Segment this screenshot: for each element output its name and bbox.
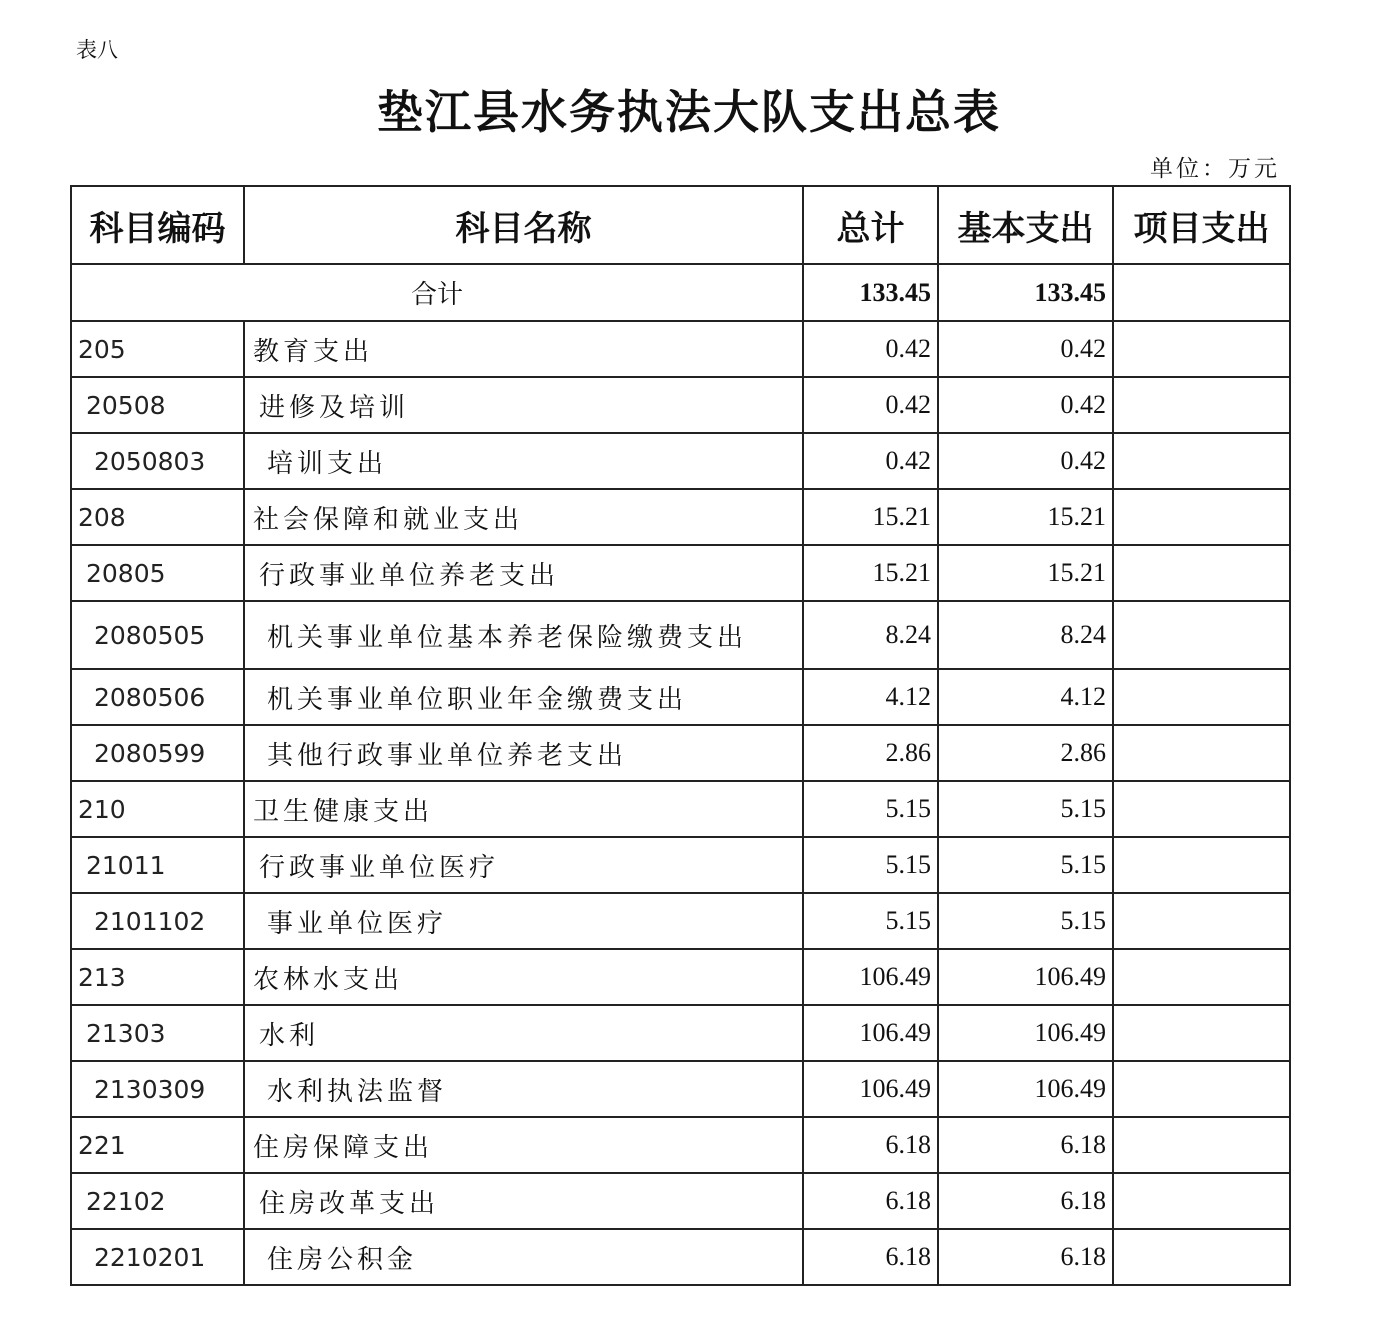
row-project [1113, 1229, 1290, 1285]
row-basic: 6.18 [938, 1229, 1113, 1285]
row-total: 5.15 [803, 837, 938, 893]
row-total: 0.42 [803, 433, 938, 489]
row-code: 221 [71, 1117, 244, 1173]
table-row [71, 489, 1290, 545]
row-project [1113, 433, 1290, 489]
row-code: 2080599 [71, 725, 244, 781]
row-name: 住房保障支出 [244, 1117, 803, 1173]
row-basic: 2.86 [938, 725, 1113, 781]
row-basic: 6.18 [938, 1173, 1113, 1229]
row-total: 15.21 [803, 489, 938, 545]
header-basic: 基本支出 [938, 186, 1113, 264]
row-code: 205 [71, 321, 244, 377]
row-basic: 0.42 [938, 433, 1113, 489]
row-project [1113, 545, 1290, 601]
row-code: 213 [71, 949, 244, 1005]
header-name: 科目名称 [244, 186, 803, 264]
row-name: 社会保障和就业支出 [244, 489, 803, 545]
row-code: 22102 [71, 1173, 244, 1229]
row-code: 208 [71, 489, 244, 545]
row-total: 8.24 [803, 601, 938, 669]
row-basic: 5.15 [938, 893, 1113, 949]
row-name: 培训支出 [244, 433, 803, 489]
row-name: 机关事业单位职业年金缴费支出 [244, 669, 803, 725]
header-project: 项目支出 [1113, 186, 1290, 264]
row-project [1113, 1005, 1290, 1061]
row-name: 住房公积金 [244, 1229, 803, 1285]
row-basic: 0.42 [938, 377, 1113, 433]
row-code: 21011 [71, 837, 244, 893]
table-row [71, 601, 1290, 669]
table-row [71, 321, 1290, 377]
row-total: 106.49 [803, 1061, 938, 1117]
row-project [1113, 601, 1290, 669]
row-basic: 106.49 [938, 1005, 1113, 1061]
row-total: 5.15 [803, 893, 938, 949]
header-total: 总计 [803, 186, 938, 264]
row-project [1113, 1173, 1290, 1229]
table-row [71, 1173, 1290, 1229]
table-row [71, 725, 1290, 781]
row-code: 2080505 [71, 601, 244, 669]
row-total: 15.21 [803, 545, 938, 601]
row-total: 4.12 [803, 669, 938, 725]
table-row [71, 377, 1290, 433]
row-basic: 5.15 [938, 837, 1113, 893]
row-total: 106.49 [803, 949, 938, 1005]
page-title: 垫江县水务执法大队支出总表 [377, 85, 1001, 139]
row-code: 210 [71, 781, 244, 837]
table-row [71, 545, 1290, 601]
row-project [1113, 377, 1290, 433]
row-name: 进修及培训 [244, 377, 803, 433]
table-row [71, 837, 1290, 893]
row-project [1113, 781, 1290, 837]
table-row [71, 781, 1290, 837]
row-name: 行政事业单位医疗 [244, 837, 803, 893]
row-code: 2210201 [71, 1229, 244, 1285]
row-total: 106.49 [803, 1005, 938, 1061]
row-total: 5.15 [803, 781, 938, 837]
row-code: 2050803 [71, 433, 244, 489]
row-name: 其他行政事业单位养老支出 [244, 725, 803, 781]
row-project [1113, 1061, 1290, 1117]
row-total: 6.18 [803, 1173, 938, 1229]
total-row [71, 264, 1290, 321]
row-name: 水利 [244, 1005, 803, 1061]
table-row [71, 1229, 1290, 1285]
row-project [1113, 1117, 1290, 1173]
row-total: 6.18 [803, 1117, 938, 1173]
expenditure-table [70, 185, 1291, 1286]
row-name: 教育支出 [244, 321, 803, 377]
row-code: 20508 [71, 377, 244, 433]
row-name: 机关事业单位基本养老保险缴费支出 [244, 601, 803, 669]
row-basic: 0.42 [938, 321, 1113, 377]
row-project [1113, 893, 1290, 949]
row-code: 21303 [71, 1005, 244, 1061]
row-name: 事业单位医疗 [244, 893, 803, 949]
row-project [1113, 837, 1290, 893]
row-code: 2130309 [71, 1061, 244, 1117]
total-basic: 133.45 [938, 264, 1113, 321]
row-basic: 4.12 [938, 669, 1113, 725]
row-total: 6.18 [803, 1229, 938, 1285]
row-code: 2080506 [71, 669, 244, 725]
row-code: 2101102 [71, 893, 244, 949]
row-code: 20805 [71, 545, 244, 601]
table-row [71, 893, 1290, 949]
row-basic: 106.49 [938, 949, 1113, 1005]
row-project [1113, 725, 1290, 781]
row-project [1113, 489, 1290, 545]
row-project [1113, 669, 1290, 725]
row-name: 农林水支出 [244, 949, 803, 1005]
table-row [71, 1117, 1290, 1173]
row-project [1113, 949, 1290, 1005]
header-code: 科目编码 [71, 186, 244, 264]
total-project [1113, 264, 1290, 321]
table-row [71, 433, 1290, 489]
row-basic: 6.18 [938, 1117, 1113, 1173]
table-number-label: 表八 [76, 38, 118, 62]
row-basic: 8.24 [938, 601, 1113, 669]
row-basic: 15.21 [938, 489, 1113, 545]
row-name: 行政事业单位养老支出 [244, 545, 803, 601]
row-project [1113, 321, 1290, 377]
row-name: 卫生健康支出 [244, 781, 803, 837]
table-row [71, 1005, 1290, 1061]
row-name: 住房改革支出 [244, 1173, 803, 1229]
table-header-row [71, 186, 1290, 264]
total-label: 合计 [71, 264, 803, 321]
row-total: 2.86 [803, 725, 938, 781]
row-total: 0.42 [803, 377, 938, 433]
row-basic: 15.21 [938, 545, 1113, 601]
table-row [71, 949, 1290, 1005]
row-basic: 106.49 [938, 1061, 1113, 1117]
row-basic: 5.15 [938, 781, 1113, 837]
row-total: 0.42 [803, 321, 938, 377]
table-row [71, 1061, 1290, 1117]
unit-label: 单位：万元 [1150, 156, 1280, 182]
table-row [71, 669, 1290, 725]
total-total: 133.45 [803, 264, 938, 321]
row-name: 水利执法监督 [244, 1061, 803, 1117]
